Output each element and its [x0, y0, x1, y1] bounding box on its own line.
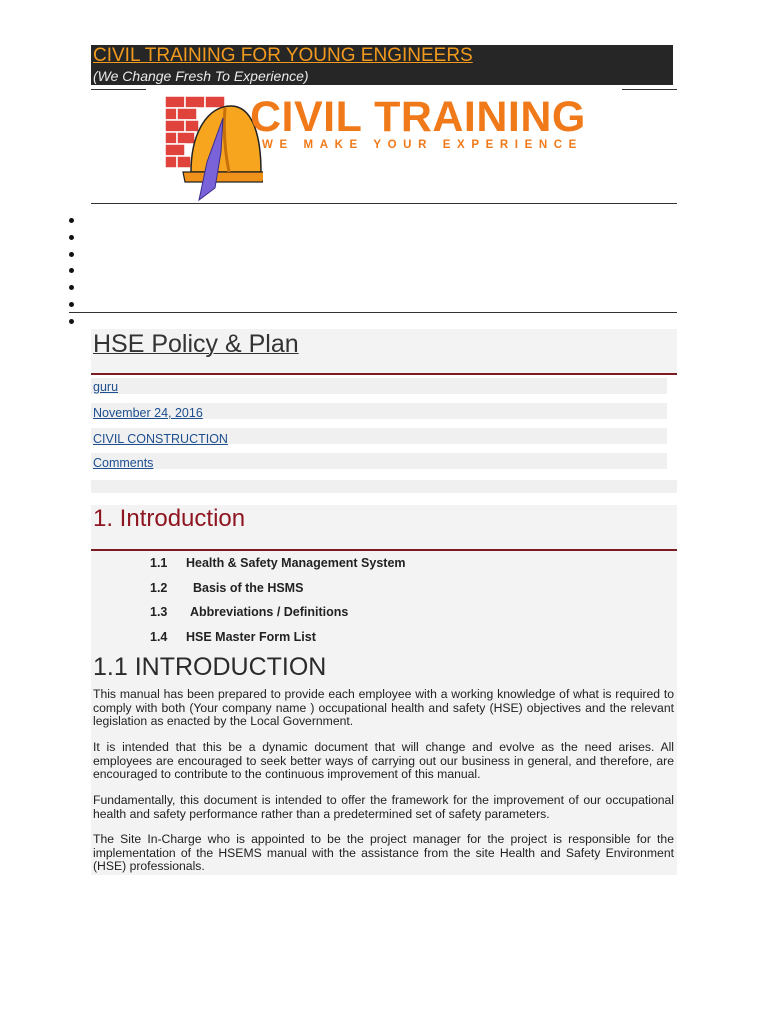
toc-number: 1.2	[150, 581, 168, 595]
body-paragraph: This manual has been prepared to provide each employee with a working knowledge of what is required to comply with both (Your company name ) occupational health and safety (HSE) objectives and the relevant legislation as enacted by the Local Government.	[93, 687, 674, 729]
intro-heading: 1. Introduction	[93, 505, 246, 532]
toc-item: Abbreviations / Definitions	[190, 605, 349, 619]
section-heading: 1.1 INTRODUCTION	[93, 653, 327, 681]
meta-band	[91, 453, 667, 469]
nav-item-bullet[interactable]	[69, 235, 74, 240]
meta-spacer	[91, 480, 677, 493]
category-link[interactable]: CIVIL CONSTRUCTION	[93, 432, 228, 446]
toc-number: 1.3	[150, 605, 168, 619]
nav-item-bullet[interactable]	[69, 218, 74, 223]
logo-slogan: WE MAKE YOUR EXPERIENCE	[262, 139, 583, 151]
nav-item-bullet[interactable]	[69, 268, 74, 273]
meta-band	[91, 378, 667, 394]
toc-number: 1.1	[150, 556, 168, 570]
header-divider-left	[91, 89, 146, 90]
toc-item: Basis of the HSMS	[193, 581, 304, 595]
toc-number: 1.4	[150, 630, 168, 644]
date-link[interactable]: November 24, 2016	[93, 406, 203, 420]
comments-link[interactable]: Comments	[93, 456, 154, 470]
body-paragraph: It is intended that this be a dynamic document that will change and evolve as the need arises. All employees are encouraged to seek better ways of carrying out our business in general, and therefore, are encouraged to contribute to the continuous improvement of this manual.	[93, 740, 674, 782]
nav-item-bullet[interactable]	[69, 252, 74, 257]
body-paragraph: The Site In-Charge who is appointed to be the project manager for the project is responsible for the implementation of the HSEMS manual with the assistance from the site Health and Safety Environment (HSE) professionals.	[93, 832, 674, 874]
post-title-link[interactable]: HSE Policy & Plan	[93, 330, 299, 358]
author-link[interactable]: guru	[93, 380, 119, 394]
body-paragraph: Fundamentally, this document is intended to offer the framework for the improvement of our occupational health and safety performance rather than a predetermined set of safety parameters.	[93, 793, 674, 821]
nav-item-bullet[interactable]	[69, 285, 74, 290]
site-title-link[interactable]: CIVIL TRAINING FOR YOUNG ENGINEERS	[93, 45, 473, 66]
helmet-brick-icon	[163, 92, 263, 202]
post-title-underline	[91, 373, 677, 375]
logo-divider	[91, 203, 677, 204]
toc-item: HSE Master Form List	[186, 630, 316, 644]
site-tagline: (We Change Fresh To Experience)	[93, 68, 309, 84]
logo-title: CIVIL TRAINING	[250, 93, 586, 141]
nav-divider	[69, 312, 677, 313]
header-divider-right	[622, 89, 677, 90]
nav-item-bullet[interactable]	[69, 319, 74, 324]
nav-item-bullet[interactable]	[69, 302, 74, 307]
toc-item: Health & Safety Management System	[186, 556, 406, 570]
